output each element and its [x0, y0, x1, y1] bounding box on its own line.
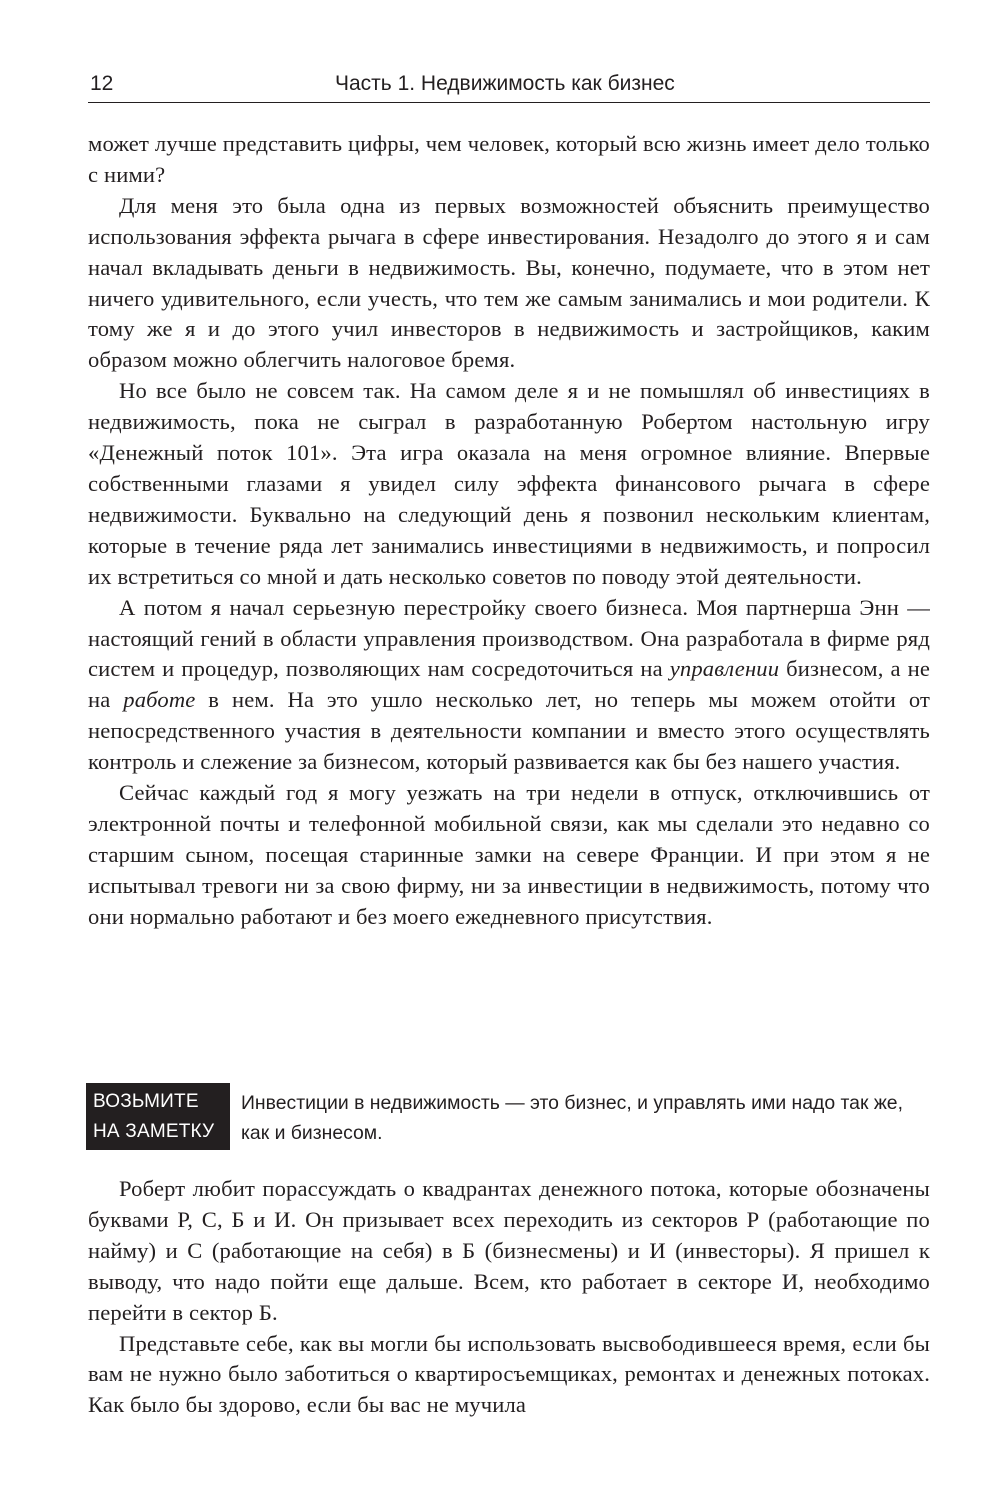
text-span: в нем. На это ушло несколько лет, но теперь мы можем отойти от непосредственного участия в деятельности компании и вместо этого осуществлять контроль и слежение за бизнесом, который развивается как бы без нашего участия. [88, 687, 931, 775]
section-title: Часть 1. Недвижимость как бизнес [335, 72, 675, 95]
main-text-block [88, 129, 930, 933]
callout-label [86, 1083, 230, 1150]
paragraph-business-restructure [88, 593, 930, 778]
text-span: А потом я начал серьезную перестройку своего бизнеса. Моя партнерша Энн — настоящий гений в области управления производством. Она разработала в фирме ряд систем и процедур, позволяющих нам сосредоточиться на [88, 594, 930, 682]
italic-emphasis: работе [123, 687, 196, 713]
text-span: бизнесом, а не на [88, 656, 930, 713]
paragraph-vacation: Сейчас каждый год я могу уезжать на три недели в отпуск, отключившись от электронной почты и телефонной мобильной связи, как мы сделали это недавно со старшим сыном, посещая старинные замки на севере Франции. И при этом я не испытывал тревоги ни за свою фирму, ни за инвестиции в недвижимость, потому что они нормально работают и без моего ежедневного присутствия. [88, 780, 930, 929]
paragraph-cashflow-game: Но все было не совсем так. На самом деле я и не помышлял об инвестициях в недвижимость, пока не сыграл в разработанную Робертом настольную игру «Денежный поток 101». Эта игра оказала на меня огромное влияние. Впервые собственными глазами я увидел силу эффекта финансового рычага в сфере недвижимости. Буквально на следующий день я позвонил нескольким клиентам, которые в течение ряда лет занимались инвестициями в недвижимость, и попросил их встретиться со мной и дать несколько советов по поводу этой деятельности. [88, 378, 930, 589]
callout-text: Инвестиции в недвижимость — это бизнес, и управлять ими надо так же, как и бизнесом. [241, 1092, 903, 1144]
paragraph-quadrants: Роберт любит порассуждать о квадрантах денежного потока, которые обозначены буквами Р, С, Б и И. Он призывает всех переходить из секторов Р (работающие по найму) и С (работающие на себя) в Б (бизнесмены) и И (инвесторы). Я пришел к выводу, что надо пойти еще дальше. Всем, кто работает в секторе И, необходимо перейти в сектор Б. [88, 1176, 930, 1325]
paragraph-continued: может лучше представить цифры, чем человек, который всю жизнь имеет дело только с ними? [88, 131, 930, 187]
paragraph-leverage: Для меня это была одна из первых возможностей объяснить преимущество использования эффекта рычага в сфере инвестирования. Незадолго до этого я и сам начал вкладывать деньги в недвижимость. Вы, конечно, подумаете, что в этом нет ничего удивительного, если учесть, что тем же самым занимались и мои родители. К тому же я и до этого учил инвесторов в недвижимость и застройщиков, каким образом можно облегчить налоговое бремя. [88, 192, 930, 373]
callout-label-line: ВОЗЬМИТЕ [93, 1091, 199, 1112]
page-number: 12 [90, 72, 114, 95]
main-text-block-continued [88, 1174, 930, 1421]
callout-label-line: НА ЗАМЕТКУ [93, 1121, 215, 1142]
paragraph-free-time: Представьте себе, как вы могли бы использовать высвободившееся время, если бы вам не нужно было заботиться о квартиросъемщиках, ремонтах и денежных потоках. Как было бы здорово, если бы вас не мучила [88, 1330, 930, 1418]
italic-emphasis: управлении [669, 656, 780, 682]
note-callout [88, 1083, 930, 1151]
running-header [88, 66, 930, 103]
